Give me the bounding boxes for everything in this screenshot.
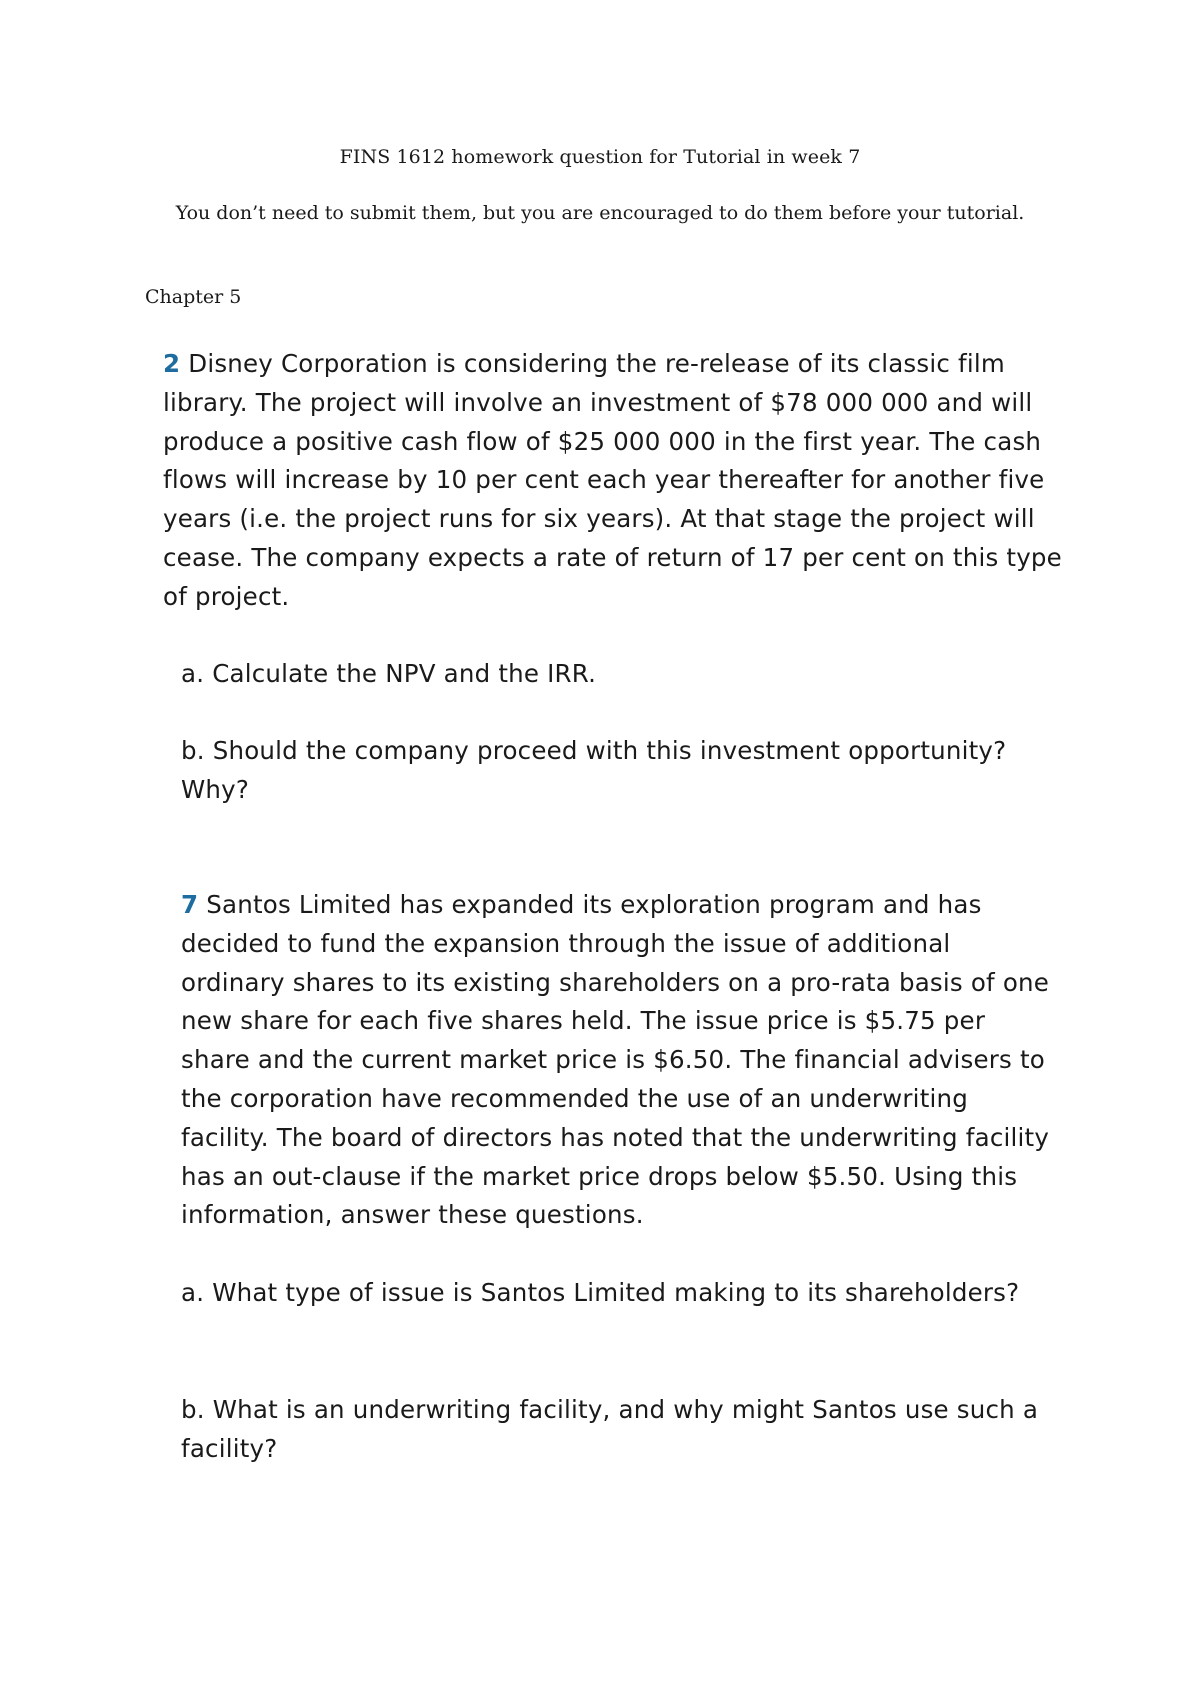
page-subtitle: You don’t need to submit them, but you are encouraged to do them before your tutorial. xyxy=(175,202,1025,224)
question-2-part-a: a. Calculate the NPV and the IRR. xyxy=(181,659,597,688)
question-7-part-a: a. What type of issue is Santos Limited making to its shareholders? xyxy=(181,1278,1020,1307)
question-2 xyxy=(163,345,1063,617)
question-2-part-b: b. Should the company proceed with this investment opportunity? Why? xyxy=(181,736,1007,804)
question-text: Disney Corporation is considering the re-release of its classic film library. The project will involve an investment of $78 000 000 and will produce a positive cash flow of $25 000 000 in the first year. The cash flows will increase by 10 per cent each year thereafter for another five years (i.e. the project runs for six years). At that stage the project will cease. The company expects a rate of return of 17 per cent on this type of project. xyxy=(163,349,1062,611)
chapter-heading: Chapter 5 xyxy=(145,286,242,308)
question-number: 7 xyxy=(181,890,199,919)
question-number: 2 xyxy=(163,349,181,378)
question-text: Santos Limited has expanded its exploration program and has decided to fund the expansion through the issue of additional ordinary shares to its existing shareholders on a pro-rata basis of one new share for each five shares held. The issue price is $5.75 per share and the current market price is $6.50. The financial advisers to the corporation have recommended the use of an underwriting facility. The board of directors has noted that the underwriting facility has an out-clause if the market price drops below $5.50. Using this information, answer these questions. xyxy=(181,890,1050,1230)
question-7-part-b: b. What is an underwriting facility, and why might Santos use such a facility? xyxy=(181,1395,1039,1463)
question-7 xyxy=(181,886,1061,1235)
page-title: FINS 1612 homework question for Tutorial in week 7 xyxy=(339,146,861,168)
